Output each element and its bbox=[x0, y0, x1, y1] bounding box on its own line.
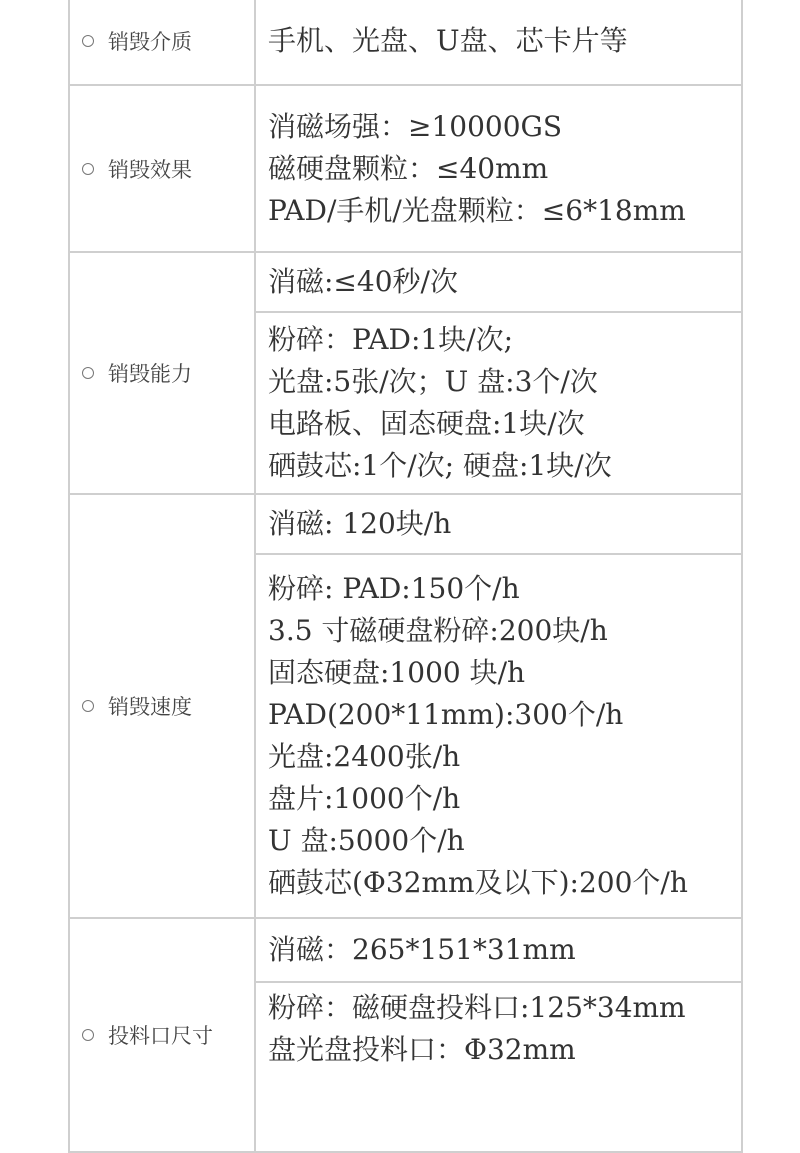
spec-label: 销毁效果 bbox=[108, 157, 192, 182]
spec-label-cell bbox=[69, 494, 255, 918]
spec-value-line: PAD(200*11mm):300个/h bbox=[268, 698, 624, 731]
circle-bullet-icon bbox=[82, 1029, 94, 1041]
spec-value-line: 磁硬盘颗粒：≤40mm bbox=[268, 151, 549, 185]
spec-value-cell bbox=[255, 312, 742, 494]
spec-value-line: PAD/手机/光盘颗粒：≤6*18mm bbox=[268, 193, 686, 227]
spec-row-inlet bbox=[69, 918, 742, 982]
spec-row-media bbox=[69, 0, 742, 85]
spec-value-line: U 盘:5000个/h bbox=[268, 824, 465, 857]
spec-label-cell bbox=[69, 252, 255, 494]
circle-bullet-icon bbox=[82, 700, 94, 712]
circle-bullet-icon bbox=[82, 367, 94, 379]
spec-table bbox=[68, 0, 743, 1153]
spec-label: 销毁介质 bbox=[108, 30, 192, 54]
spec-value-line: 消磁:≤40秒/次 bbox=[268, 265, 458, 298]
spec-value-line: 光盘:2400张/h bbox=[268, 740, 461, 773]
circle-bullet-icon bbox=[82, 35, 94, 47]
spec-value-line: 粉碎：PAD:1块/次; bbox=[268, 323, 514, 356]
spec-value-cell bbox=[255, 982, 742, 1152]
spec-value-line: 手机、光盘、U盘、芯卡片等 bbox=[268, 24, 628, 57]
spec-value-line: 消磁：265*151*31mm bbox=[268, 933, 576, 966]
spec-label: 销毁速度 bbox=[108, 695, 192, 719]
spec-row-capacity bbox=[69, 252, 742, 312]
spec-value-cell bbox=[255, 252, 742, 312]
circle-bullet-icon bbox=[82, 163, 94, 175]
spec-value-cell bbox=[255, 918, 742, 982]
spec-value-cell bbox=[255, 494, 742, 554]
spec-label: 销毁能力 bbox=[108, 362, 192, 386]
spec-row-speed bbox=[69, 494, 742, 554]
spec-label-cell bbox=[69, 918, 255, 1152]
spec-value-cell bbox=[255, 554, 742, 918]
spec-value-cell bbox=[255, 0, 742, 85]
spec-value-line: 3.5 寸磁硬盘粉碎:200块/h bbox=[268, 614, 608, 647]
spec-row-effect bbox=[69, 85, 742, 252]
spec-label-cell bbox=[69, 85, 255, 252]
spec-value-line: 粉碎：磁硬盘投料口:125*34mm bbox=[268, 991, 686, 1024]
spec-value-line: 光盘:5张/次；U 盘:3个/次 bbox=[268, 365, 598, 398]
spec-value-line: 电路板、固态硬盘:1块/次 bbox=[268, 407, 585, 440]
spec-value-line: 盘光盘投料口：Φ32mm bbox=[268, 1033, 576, 1066]
spec-label-cell bbox=[69, 0, 255, 85]
spec-label: 投料口尺寸 bbox=[108, 1024, 213, 1048]
spec-value-line: 消磁场强：≥10000GS bbox=[268, 109, 563, 143]
spec-value-line: 固态硬盘:1000 块/h bbox=[268, 656, 526, 689]
spec-value-line: 粉碎: PAD:150个/h bbox=[268, 572, 520, 605]
spec-value-line: 盘片:1000个/h bbox=[268, 782, 461, 815]
spec-value-line: 硒鼓芯(Φ32mm及以下):200个/h bbox=[268, 866, 688, 899]
spec-value-cell bbox=[255, 85, 742, 252]
spec-value-line: 消磁: 120块/h bbox=[268, 507, 452, 540]
spec-value-line: 硒鼓芯:1个/次; 硬盘:1块/次 bbox=[268, 449, 612, 482]
